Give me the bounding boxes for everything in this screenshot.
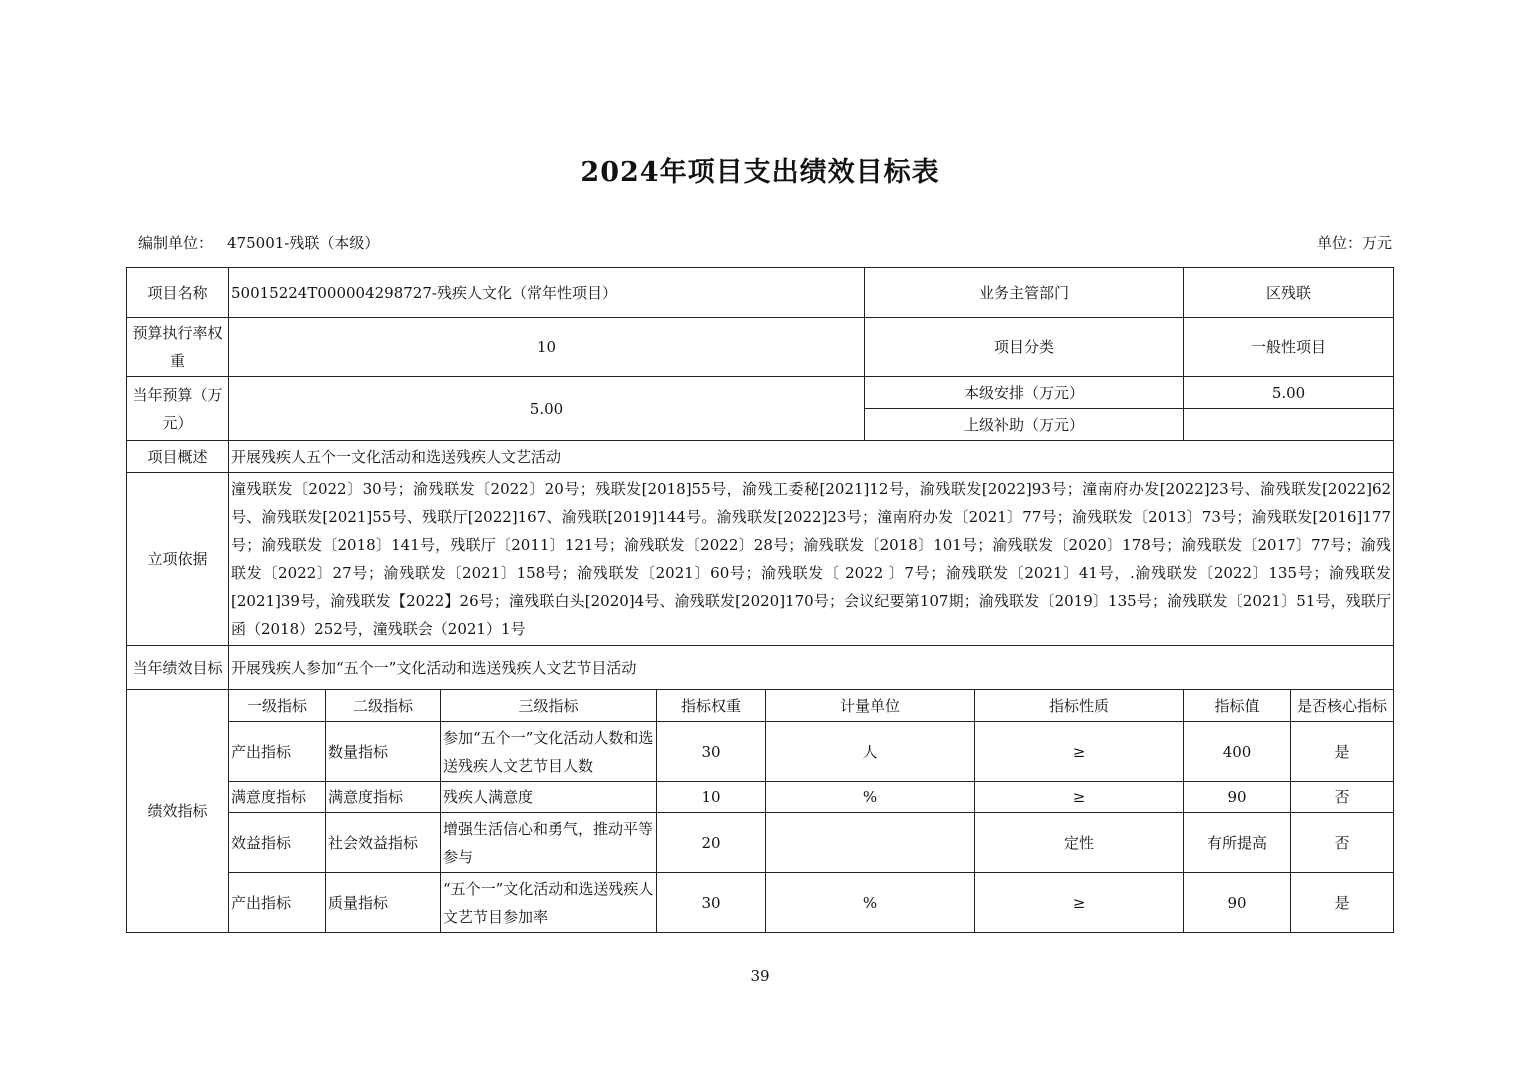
row-level2: 数量指标: [326, 722, 441, 782]
goal-label: 当年绩效目标: [127, 646, 229, 690]
row-unit: %: [766, 873, 975, 933]
weight-value: 10: [229, 318, 865, 377]
local-value: 5.00: [1184, 377, 1394, 409]
header-level2: 二级指标: [326, 690, 441, 722]
row-value: 90: [1184, 782, 1291, 813]
basis-value: 潼残联发〔2022〕30号；渝残联发〔2022〕20号；残联发[2018]55号，渝残工委秘[2021]12号，渝残联发[2022]93号；潼南府办发[2022]23号、渝残联发[2022]62号、渝残联发[2021]55号、残联厅[2022]167、渝残联[2019]144号。渝残联发[2022]23号；潼南府办发〔2021〕77号；渝残联发〔2013〕73号；渝残联发[2016]177号；渝残联发〔2018〕141号，残联厅〔2011〕121号；渝残联发〔2022〕28号；渝残联发〔2018〕101号；渝残联发〔2020〕178号；渝残联发〔2017〕77号；渝残联发〔2022〕27号；渝残联发〔2021〕158号；渝残联发〔2021〕60号；渝残联发〔 2022 〕7号；渝残联发〔2021〕41号，.渝残联发〔2022〕135号；渝残联发[2021]39号，渝残联发【2022】26号；潼残联白头[2020]4号、渝残联发[2020]170号；会议纪要第107期；渝残联发〔2019〕135号；渝残联发〔2021〕51号，残联厅函（2018）252号，潼残联会（2021）1号: [229, 473, 1394, 646]
header-level1: 一级指标: [229, 690, 326, 722]
weight-label: 预算执行率权重: [127, 318, 229, 377]
row-nature: ≥: [975, 782, 1184, 813]
row-value: 400: [1184, 722, 1291, 782]
overview-value: 开展残疾人五个一文化活动和选送残疾人文艺活动: [229, 441, 1394, 473]
indicator-section-label: 绩效指标: [127, 690, 229, 933]
header-level3: 三级指标: [441, 690, 657, 722]
project-name: 50015224T000004298727-残疾人文化（常年性项目）: [229, 268, 865, 318]
compiling-unit-label: 编制单位：: [138, 234, 214, 252]
currency-unit: 单位：万元: [1316, 234, 1392, 252]
row-nature: ≥: [975, 873, 1184, 933]
budget-value: 5.00: [229, 377, 865, 441]
row-weight: 30: [657, 873, 766, 933]
row-level3: 增强生活信心和勇气，推动平等参与: [441, 813, 657, 873]
table-row: [127, 873, 1394, 933]
row-level2: 满意度指标: [326, 782, 441, 813]
dept-label: 业务主管部门: [865, 268, 1184, 318]
compiling-unit-value: 475001-残联（本级）: [227, 234, 380, 252]
table-row: [127, 722, 1394, 782]
row-weight: 30: [657, 722, 766, 782]
row-level2: 质量指标: [326, 873, 441, 933]
row-nature: 定性: [975, 813, 1184, 873]
header-core: 是否核心指标: [1291, 690, 1394, 722]
row-weight: 10: [657, 782, 766, 813]
row-weight: 20: [657, 813, 766, 873]
budget-label: 当年预算（万元）: [127, 377, 229, 441]
page-number: 39: [750, 967, 770, 985]
dept-value: 区残联: [1184, 268, 1394, 318]
category-label: 项目分类: [865, 318, 1184, 377]
header-value: 指标值: [1184, 690, 1291, 722]
header-unit: 计量单位: [766, 690, 975, 722]
header-nature: 指标性质: [975, 690, 1184, 722]
row-level3: “五个一”文化活动和选送残疾人文艺节目参加率: [441, 873, 657, 933]
row-level3: 参加“五个一”文化活动人数和选送残疾人文艺节目人数: [441, 722, 657, 782]
row-core: 是: [1291, 873, 1394, 933]
row-level1: 满意度指标: [229, 782, 326, 813]
row-nature: ≥: [975, 722, 1184, 782]
row-level3: 残疾人满意度: [441, 782, 657, 813]
performance-table: [126, 267, 1394, 933]
row-level1: 产出指标: [229, 722, 326, 782]
basis-label: 立项依据: [127, 473, 229, 646]
page-title: 2024年项目支出绩效目标表: [580, 157, 940, 188]
row-core: 否: [1291, 813, 1394, 873]
header-weight: 指标权重: [657, 690, 766, 722]
subsidy-label: 上级补助（万元）: [865, 409, 1184, 441]
row-unit: %: [766, 782, 975, 813]
row-value: 90: [1184, 873, 1291, 933]
compiling-unit: [138, 232, 379, 253]
row-unit: 人: [766, 722, 975, 782]
row-core: 否: [1291, 782, 1394, 813]
category-value: 一般性项目: [1184, 318, 1394, 377]
table-row: [127, 813, 1394, 873]
row-core: 是: [1291, 722, 1394, 782]
local-label: 本级安排（万元）: [865, 377, 1184, 409]
subsidy-value: [1184, 409, 1394, 441]
table-row: [127, 782, 1394, 813]
row-unit: [766, 813, 975, 873]
project-name-label: 项目名称: [127, 268, 229, 318]
row-level1: 产出指标: [229, 873, 326, 933]
overview-label: 项目概述: [127, 441, 229, 473]
goal-value: 开展残疾人参加“五个一”文化活动和选送残疾人文艺节目活动: [229, 646, 1394, 690]
row-level1: 效益指标: [229, 813, 326, 873]
row-value: 有所提高: [1184, 813, 1291, 873]
row-level2: 社会效益指标: [326, 813, 441, 873]
